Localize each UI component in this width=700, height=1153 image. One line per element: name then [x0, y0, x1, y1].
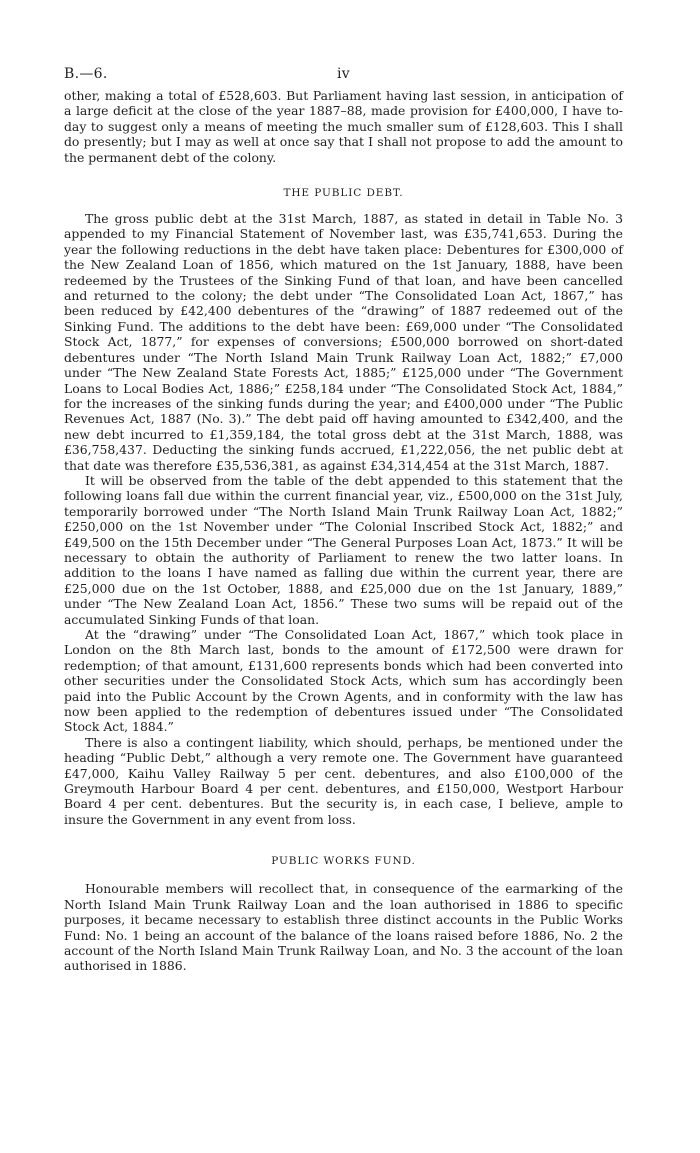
section-heading-public-debt: THE PUBLIC DEBT. — [283, 187, 404, 200]
public-debt-paragraph-2: It will be observed from the table of the debt appended to this statement that the following loans fall due within the current financial year, viz., £500,000 on the 31st July, temporarily borrowed under “The North Island Main Trunk Railway Loan Act, 1882;” £250,000 on the 1st November under “The Colonial Inscribed Stock Act, 1882;” and £49,500 on the 15th December under “The General Purposes Loan Act, 1873.” It will be necessary to obtain the authority of Parliament to renew the two latter loans. In addition to the loans I have named as falling due within the current year, there are £25,000 due on the 1st October, 1888, and £25,000 due on the 1st January, 1889,” under “The New Zealand Loan Act, 1856.” These two sums will be repaid out of the accumulated Sinking Funds of that loan. — [64, 472, 623, 627]
intro-paragraph: other, making a total of £528,603. But Parliament having last session, in anticipation of a large deficit at the close of the year 1887–88, made provision for £400,000, I have to-day to suggest only a means of meeting the much smaller sum of £128,603. This I shall do presently; but I may as well at once say that I shall not propose to add the amount to the permanent debt of the colony. — [64, 88, 623, 165]
page-header — [64, 66, 623, 88]
public-works-paragraph-1: Honourable members will recollect that, in consequence of the earmarking of the North Island Main Trunk Railway Loan and the loan authorised in 1886 to specific purposes, it became necessary to establish three distinct accounts in the Public Works Fund: No. 1 being an account of the balance of the loans raised before 1886, No. 2 the account of the North Island Main Trunk Railway Loan, and No. 3 the account of the loan authorised in 1886. — [64, 881, 623, 974]
page-number: iv — [337, 66, 350, 82]
document-page — [64, 66, 623, 974]
public-debt-paragraph-3: At the “drawing” under “The Consolidated Loan Act, 1867,” which took place in London on the 8th March last, bonds to the amount of £172,500 were drawn for redemption; of that amount, £131,600 represents bonds which had been converted into other securities under the Consolidated Stock Acts, which sum has accordingly been paid into the Public Account by the Crown Agents, and in conformity with the law has now been applied to the redemption of debentures issued under “The Consolidated Stock Act, 1884.” — [64, 627, 623, 735]
public-debt-paragraph-4: There is also a contingent liability, which should, perhaps, be mentioned under the heading “Public Debt,” although a very remote one. The Government have guaranteed £47,000, Kaihu Valley Railway 5 per cent. debentures, and also £100,000 of the Greymouth Harbour Board 4 per cent. debentures, and £150,000, Westport Harbour Board 4 per cent. debentures. But the security is, in each case, I believe, ample to insure the Government in any event from loss. — [64, 734, 623, 827]
public-debt-paragraph-1: The gross public debt at the 31st March, 1887, as stated in detail in Table No. 3 appended to my Financial Statement of November last, was £35,741,653. During the year the following reductions in the debt have taken place: Debentures for £300,000 of the New Zealand Loan of 1856, which matured on the 1st January, 1888, have been redeemed by the Trustees of the Sinking Fund of that loan, and have been cancelled and returned to the colony; the debt under “The Consolidated Loan Act, 1867,” has been reduced by £42,400 debentures of the “drawing” of 1887 redeemed out of the Sinking Fund. The additions to the debt have been: £69,000 under “The Consolidated Stock Act, 1877,” for expenses of conversions; £500,000 borrowed on short-dated debentures under “The North Island Main Trunk Railway Loan Act, 1882;” £7,000 under “The New Zealand State Forests Act, 1885;” £125,000 under “The Government Loans to Local Bodies Act, 1886;” £258,184 under “The Consolidated Stock Act, 1884,” for the increases of the sinking funds during the year; and £400,000 under “The Public Revenues Act, 1887 (No. 3).” The debt paid off having amounted to £342,400, and the new debt incurred to £1,359,184, the total gross debt at the 31st March, 1888, was £36,758,437. Deducting the sinking funds accrued, £1,222,056, the net public debt at that date was therefore £35,536,381, as against £34,314,454 at the 31st March, 1887. — [64, 211, 623, 473]
section-heading-public-works-fund: PUBLIC WORKS FUND. — [271, 855, 416, 868]
document-id: B.—6. — [64, 66, 108, 82]
